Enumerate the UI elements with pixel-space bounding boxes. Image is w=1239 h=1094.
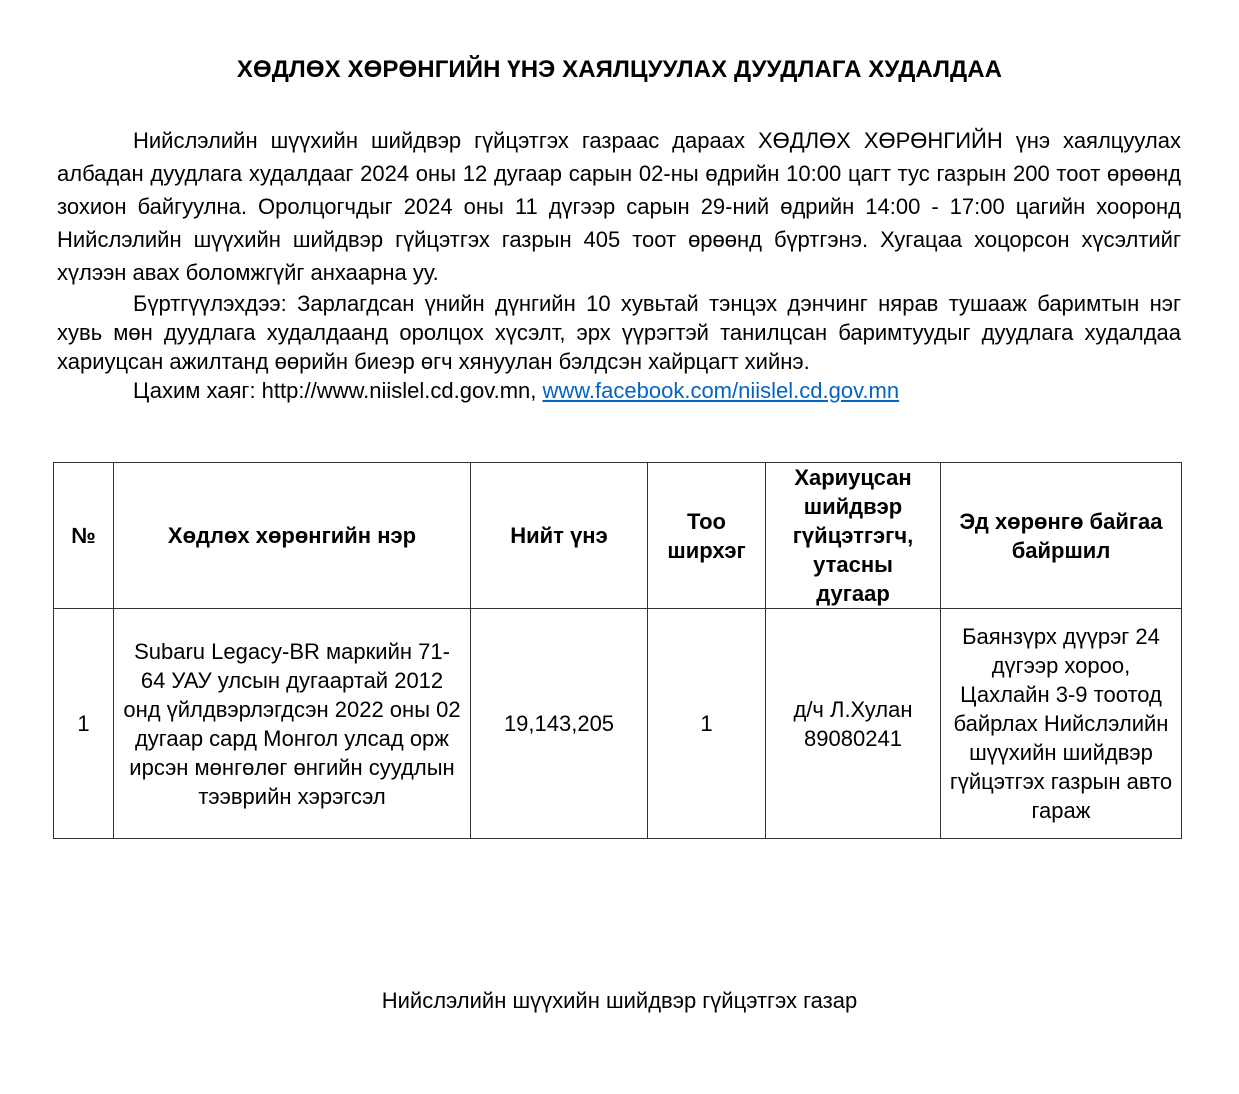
announcement-paragraph-1: Нийслэлийн шүүхийн шийдвэр гүйцэтгэх газраас дараах ХӨДЛӨХ ХӨРӨНГИЙН үнэ хаялцуулах албадан дуудлага худалдааг 2024 оны 12 дугаар сарын 02-ны өдрийн 10:00 цагт тус газрын 200 тоот өрөөнд зохион байгуулна. Оролцогчдыг 2024 оны 11 дүгээр сарын 29-ний өдрийн 14:00 - 17:00 цагийн хооронд Нийслэлийн шүүхийн шийдвэр гүйцэтгэх газрын 405 тоот өрөөнд бүртгэнэ. Хугацаа хоцорсон хүсэлтийг хүлээн авах боломжгүйг анхаарна уу. [57, 128, 1181, 285]
cell-quantity: 1 [648, 609, 766, 839]
registration-paragraph: Бүртгүүлэхдээ: Зарлагдсан үнийн дүнгийн 10 хувьтай тэнцэх дэнчинг нярав тушааж баримтын нэг хувь мөн дуудлага худалдаанд оролцох хүсэлт, эрх үүрэгтэй танилцсан баримтуудыг дуудлага худалдаа хариуцсан ажилтанд өөрийн биеэр өгч хянуулан бэлдсэн хайрцагт хийнэ. [57, 291, 1181, 374]
footer-organization: Нийслэлийн шүүхийн шийдвэр гүйцэтгэх газар [381, 988, 858, 1013]
assets-table [53, 462, 1182, 839]
document-title: ХӨДЛӨХ ХӨРӨНГИЙН ҮНЭ ХАЯЛЦУУЛАХ ДУУДЛАГА ХУДАЛДАА [236, 56, 1003, 83]
header-quantity: Тоо ширхэг [648, 463, 766, 609]
header-number: № [54, 463, 114, 609]
facebook-link[interactable]: www.facebook.com/niislel.cd.gov.mn [542, 378, 900, 403]
header-location: Эд хөрөнгө байгаа байршил [941, 463, 1182, 609]
officer-name: д/ч Л.Хулан [793, 696, 913, 722]
web-address-line [57, 376, 1181, 406]
cell-location: Баянзүрх дүүрэг 24 дүгээр хороо, Цахлайн 3-9 тоотод байрлах Нийслэлийн шүүхийн шийдвэр гүйцэтгэх газрын авто гараж [941, 609, 1182, 839]
cell-total-price: 19,143,205 [471, 609, 648, 839]
header-officer: Хариуцсан шийдвэр гүйцэтгэгч, утасны дугаар [766, 463, 941, 609]
announcement-body [57, 124, 1181, 406]
cell-officer [766, 609, 941, 839]
cell-number: 1 [54, 609, 114, 839]
table-row [54, 609, 1182, 839]
web-address-label: Цахим хаяг: http://www.niislel.cd.gov.mn, [133, 378, 543, 403]
header-total-price: Нийт үнэ [471, 463, 648, 609]
table-header-row [54, 463, 1182, 609]
cell-asset-name: Subaru Legacy-BR маркийн 71-64 УАУ улсын дугаартай 2012 онд үйлдвэрлэгдсэн 2022 оны 02 дугаар сард Монгол улсад орж ирсэн мөнгөлөг өнгийн суудлын тээврийн хэрэгсэл [114, 609, 471, 839]
officer-phone: 89080241 [804, 725, 902, 751]
header-asset-name: Хөдлөх хөрөнгийн нэр [114, 463, 471, 609]
